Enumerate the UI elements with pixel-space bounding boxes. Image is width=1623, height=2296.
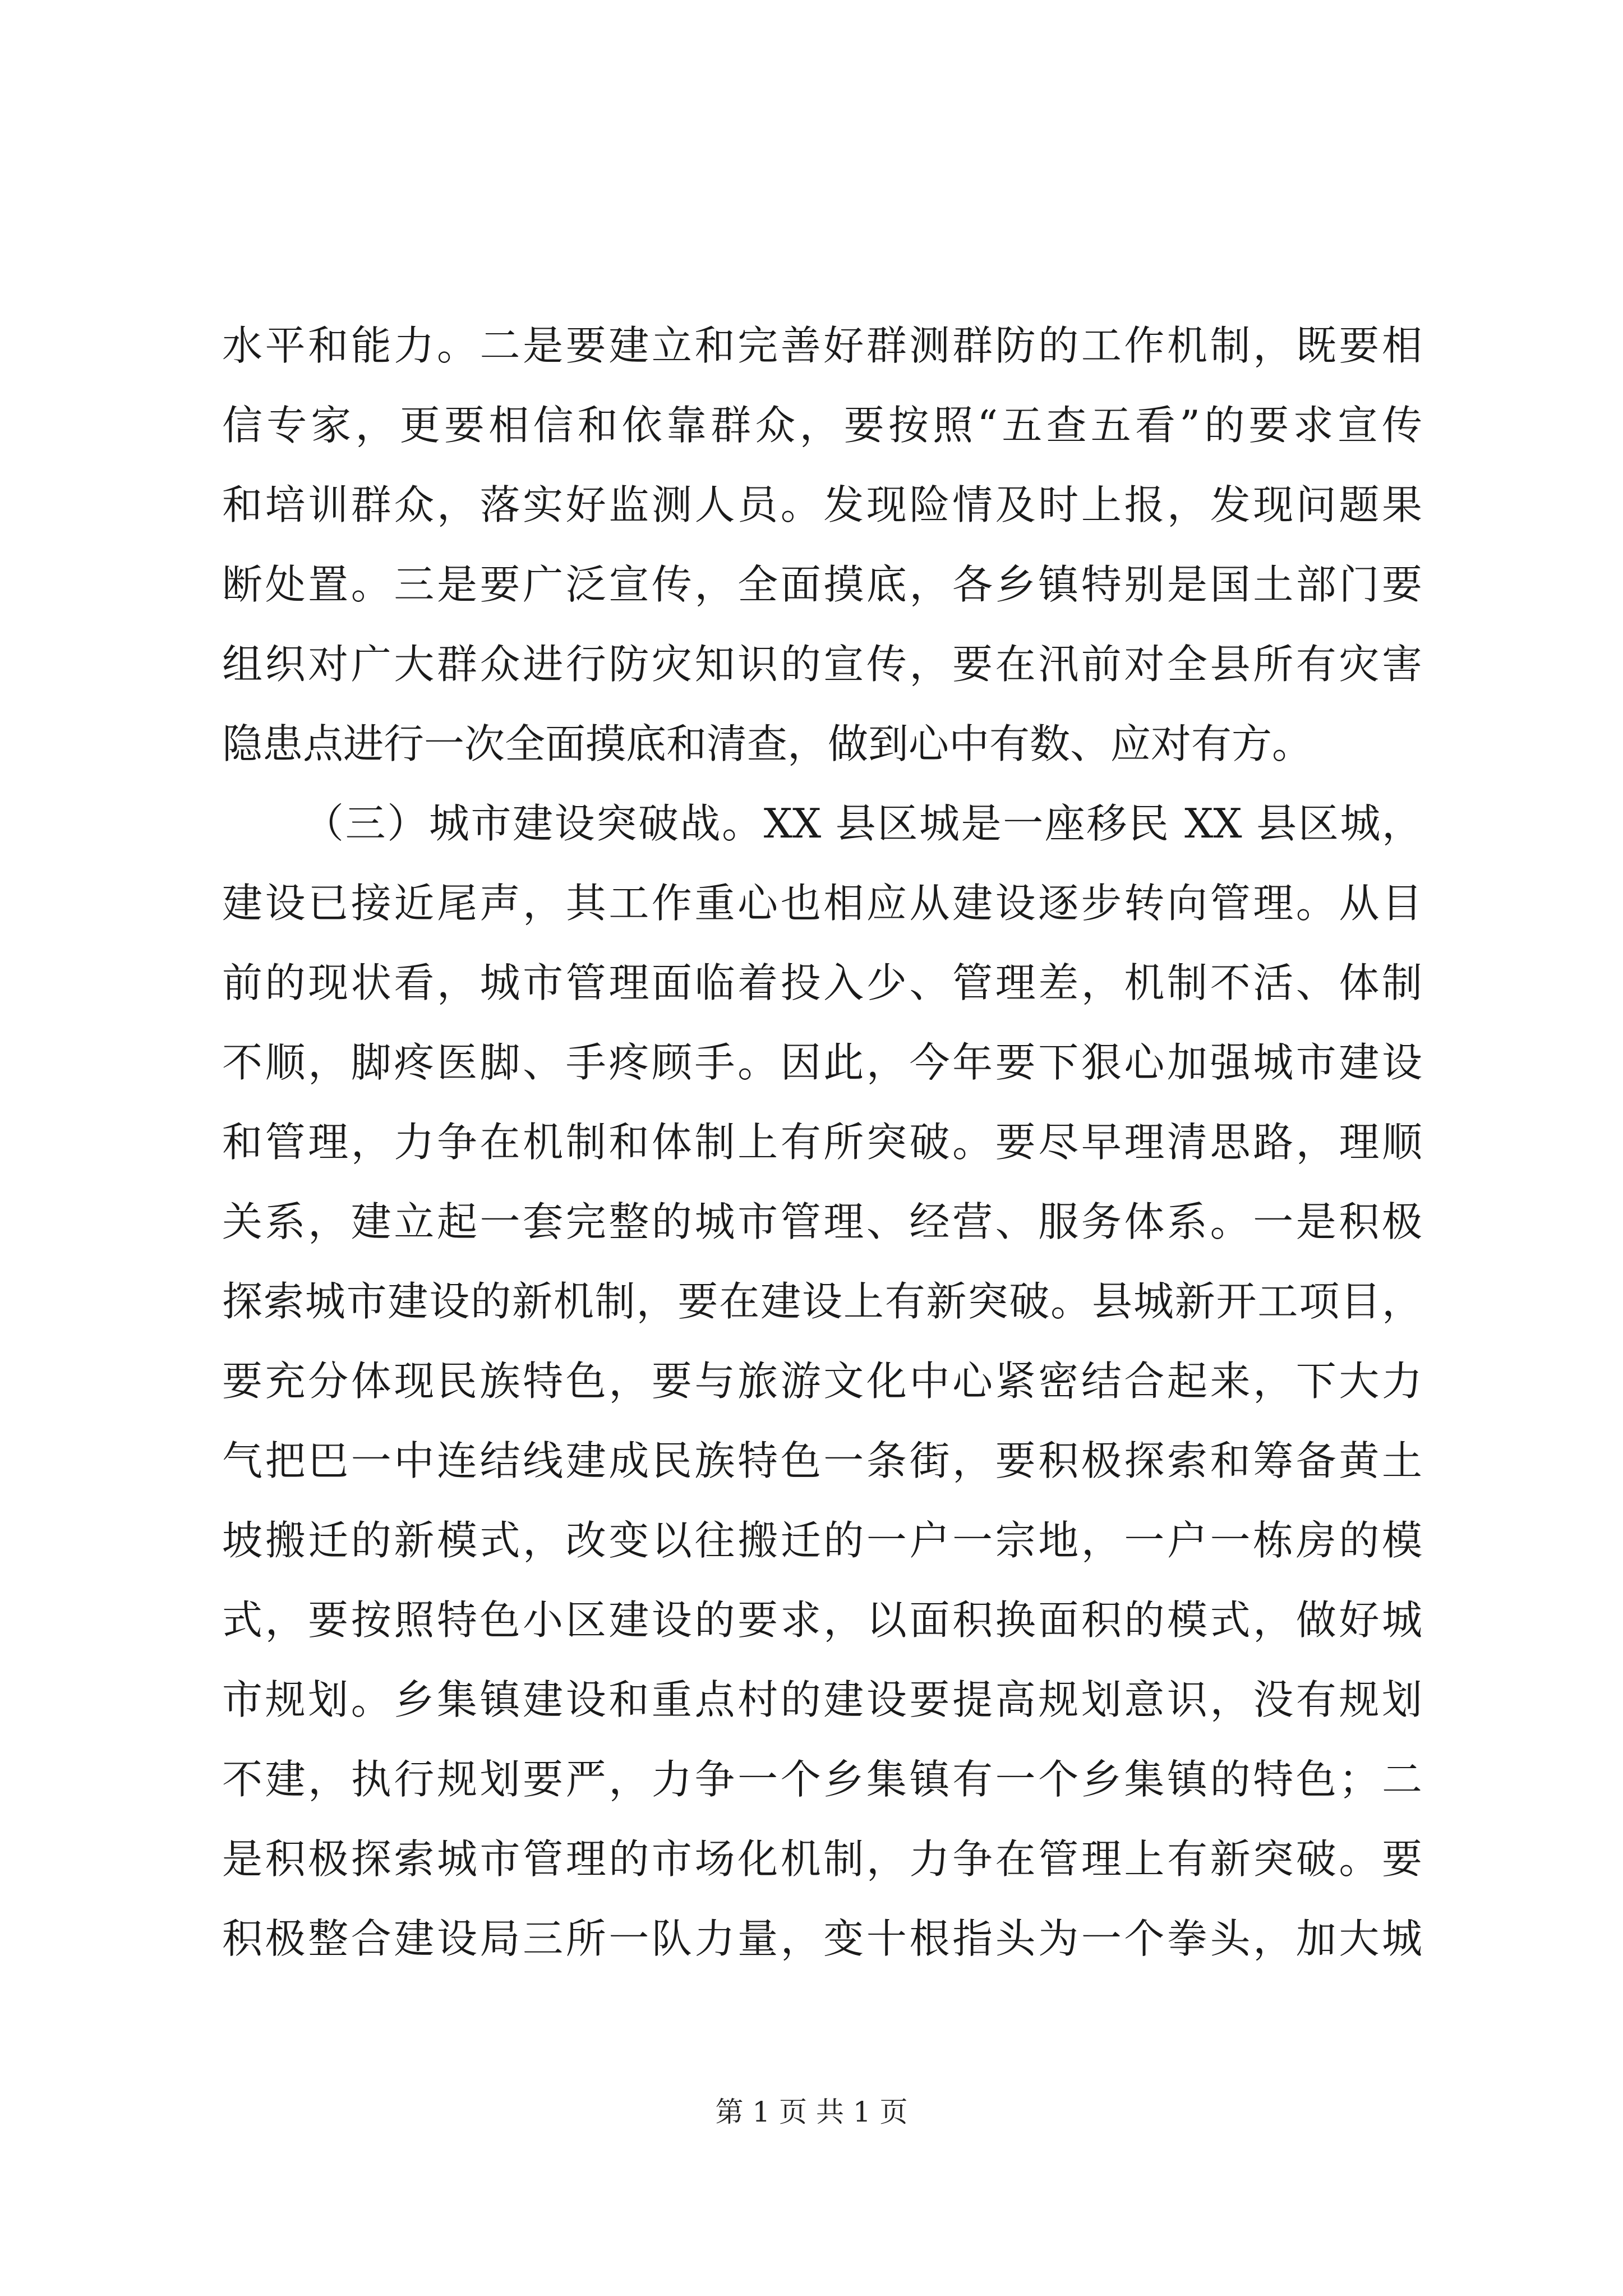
text-line: 水平和能力。二是要建立和完善好群测群防的工作机制，既要相 [222,322,1422,369]
text-line: 是积极探索城市管理的市场化机制，力争在管理上有新突破。要 [222,1835,1422,1883]
text-line: 不建，执行规划要严，力争一个乡集镇有一个乡集镇的特色；二 [222,1756,1422,1803]
text-line: 组织对广大群众进行防灾知识的宣传，要在汛前对全县所有灾害 [222,641,1422,688]
document-body [222,306,1422,1978]
text-line: 气把巴一中连结线建成民族特色一条街，要积极探索和筹备黄土 [222,1437,1422,1484]
text-line: 市规划。乡集镇建设和重点村的建设要提高规划意识，没有规划 [222,1676,1422,1723]
text-line: 要充分体现民族特色，要与旅游文化中心紧密结合起来，下大力 [222,1358,1422,1405]
text-line: 探索城市建设的新机制，要在建设上有新突破。县城新开工项目， [222,1278,1422,1325]
text-line: 式，要按照特色小区建设的要求，以面积换面积的模式，做好城 [222,1596,1422,1644]
text-line: 建设已接近尾声，其工作重心也相应从建设逐步转向管理。从目 [222,880,1422,927]
text-line: 积极整合建设局三所一队力量，变十根指头为一个拳头，加大城 [222,1915,1422,1962]
text-line: 坡搬迁的新模式，改变以往搬迁的一户一宗地，一户一栋房的模 [222,1517,1422,1564]
text-line: 不顺，脚疼医脚、手疼顾手。因此，今年要下狠心加强城市建设 [222,1039,1422,1086]
page-footer [0,2092,1623,2132]
page-number: 第 1 页 共 1 页 [715,2096,908,2128]
text-line: 和管理，力争在机制和体制上有所突破。要尽早理清思路，理顺 [222,1119,1422,1166]
section-heading-line: （三）城市建设突破战。XX 县区城是一座移民 XX 县区城， [303,800,1422,847]
text-line: 和培训群众，落实好监测人员。发现险情及时上报，发现问题果 [222,481,1422,528]
text-line: 前的现状看，城市管理面临着投入少、管理差，机制不活、体制 [222,959,1422,1006]
text-line: 关系，建立起一套完整的城市管理、经营、服务体系。一是积极 [222,1198,1422,1245]
text-line: 隐患点进行一次全面摸底和清查，做到心中有数、应对有方。 [222,720,1313,767]
text-line: 断处置。三是要广泛宣传，全面摸底，各乡镇特别是国土部门要 [222,561,1422,608]
text-line: 信专家，更要相信和依靠群众，要按照“五查五看”的要求宣传 [222,402,1422,449]
